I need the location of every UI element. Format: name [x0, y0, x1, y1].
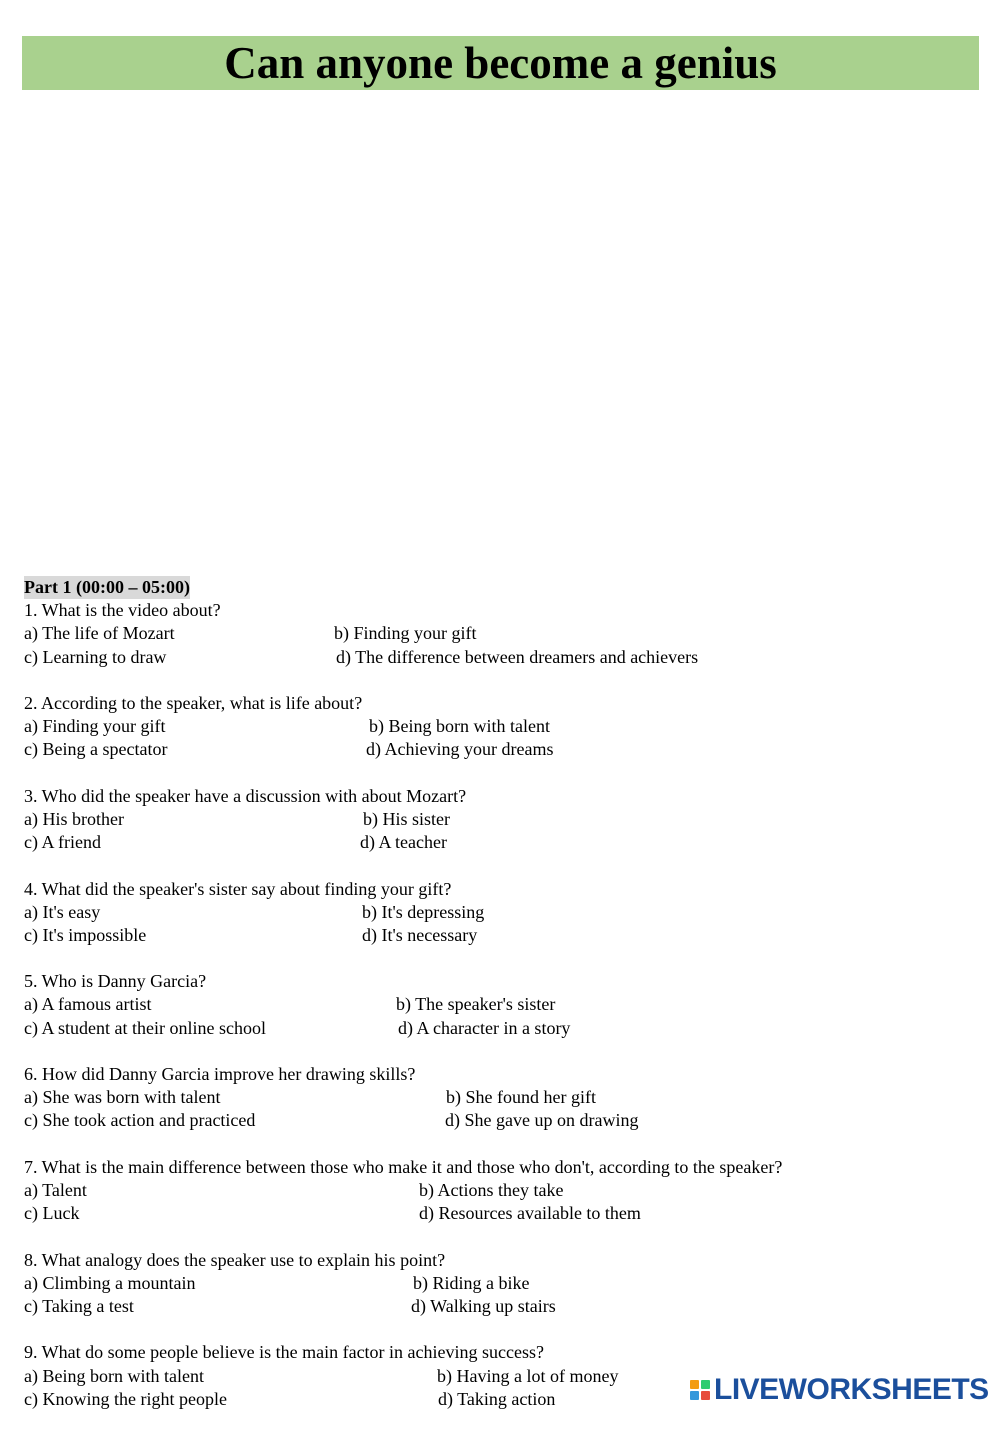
- option-row: [24, 1086, 974, 1109]
- option-d[interactable]: d) She gave up on drawing: [445, 1110, 639, 1131]
- logo-text: LIVEWORKSHEETS: [714, 1373, 989, 1406]
- option-row: [24, 715, 974, 738]
- logo-mark-square: [690, 1380, 699, 1389]
- option-b[interactable]: b) Being born with talent: [369, 716, 550, 737]
- question-text: 5. Who is Danny Garcia?: [24, 971, 207, 992]
- option-row: [24, 1295, 974, 1318]
- logo-mark-square: [690, 1391, 699, 1400]
- option-c[interactable]: c) Taking a test: [24, 1295, 134, 1316]
- option-c[interactable]: c) A student at their online school: [24, 1017, 266, 1038]
- question-text: 2. According to the speaker, what is life about?: [24, 692, 363, 713]
- option-d[interactable]: d) The difference between dreamers and achievers: [336, 646, 699, 667]
- option-c[interactable]: c) She took action and practiced: [24, 1110, 256, 1131]
- option-c[interactable]: c) A friend: [24, 832, 101, 853]
- option-row: [24, 831, 974, 854]
- question: [24, 785, 974, 855]
- option-row: [24, 1202, 974, 1225]
- title-banner: [22, 36, 979, 90]
- option-b[interactable]: b) She found her gift: [446, 1087, 596, 1108]
- option-a[interactable]: a) It's easy: [24, 901, 101, 922]
- question: [24, 1063, 974, 1133]
- logo-mark-square: [701, 1380, 710, 1389]
- question-text: 1. What is the video about?: [24, 600, 221, 621]
- question-text: 7. What is the main difference between those who make it and those who don't, according to the speaker?: [24, 1156, 783, 1177]
- option-row: [24, 901, 974, 924]
- option-a[interactable]: a) Talent: [24, 1180, 87, 1200]
- option-d[interactable]: d) A character in a story: [398, 1017, 571, 1038]
- part-heading-row: [24, 576, 974, 599]
- option-c[interactable]: c) Being a spectator: [24, 739, 168, 760]
- option-row: [24, 808, 974, 831]
- option-b[interactable]: b) His sister: [363, 808, 450, 829]
- option-b[interactable]: b) Riding a bike: [413, 1272, 530, 1293]
- option-row: [24, 738, 974, 761]
- option-a[interactable]: a) His brother: [24, 808, 124, 829]
- option-b[interactable]: b) Finding your gift: [334, 623, 477, 644]
- option-d[interactable]: d) Achieving your dreams: [366, 739, 554, 760]
- question-text: 6. How did Danny Garcia improve her drawing skills?: [24, 1064, 416, 1085]
- option-row: [24, 1179, 974, 1202]
- option-a[interactable]: a) A famous artist: [24, 994, 152, 1015]
- option-b[interactable]: b) The speaker's sister: [396, 994, 556, 1015]
- option-a[interactable]: a) Being born with talent: [24, 1365, 204, 1386]
- option-d[interactable]: d) A teacher: [360, 832, 447, 853]
- question-text: 3. Who did the speaker have a discussion with about Mozart?: [24, 785, 467, 806]
- question-text: 4. What did the speaker's sister say about finding your gift?: [24, 878, 452, 899]
- option-d[interactable]: d) It's necessary: [362, 924, 478, 945]
- question: [24, 970, 974, 1040]
- option-row: [24, 1109, 974, 1132]
- question-text: 8. What analogy does the speaker use to explain his point?: [24, 1249, 446, 1270]
- liveworksheets-mark-icon: [690, 1380, 710, 1400]
- option-d[interactable]: d) Taking action: [438, 1388, 556, 1409]
- option-row: [24, 1017, 974, 1040]
- option-a[interactable]: a) Climbing a mountain: [24, 1272, 196, 1293]
- liveworksheets-logo: [690, 1373, 989, 1407]
- option-row: [24, 993, 974, 1016]
- question: [24, 599, 974, 669]
- option-b[interactable]: b) Having a lot of money: [437, 1365, 619, 1386]
- video-placeholder: [22, 100, 979, 560]
- option-c[interactable]: c) It's impossible: [24, 924, 147, 945]
- question: [24, 1156, 974, 1226]
- option-c[interactable]: c) Knowing the right people: [24, 1388, 227, 1409]
- option-row: [24, 646, 974, 669]
- question: [24, 1249, 974, 1319]
- option-d[interactable]: d) Resources available to them: [419, 1203, 641, 1224]
- option-b[interactable]: b) It's depressing: [362, 901, 485, 922]
- logo-mark-square: [701, 1391, 710, 1400]
- page-title: Can anyone become a genius: [224, 38, 777, 88]
- question: [24, 692, 974, 762]
- option-a[interactable]: a) Finding your gift: [24, 716, 166, 737]
- option-row: [24, 1272, 974, 1295]
- option-a[interactable]: a) She was born with talent: [24, 1087, 221, 1108]
- part-heading: Part 1 (00:00 – 05:00): [24, 576, 190, 599]
- option-b[interactable]: b) Actions they take: [419, 1180, 564, 1200]
- option-row: [24, 622, 974, 645]
- option-row: [24, 924, 974, 947]
- question-text: 9. What do some people believe is the main factor in achieving success?: [24, 1342, 544, 1363]
- option-d[interactable]: d) Walking up stairs: [411, 1295, 556, 1316]
- option-c[interactable]: c) Learning to draw: [24, 646, 167, 667]
- worksheet-content: [24, 576, 974, 1434]
- option-c[interactable]: c) Luck: [24, 1203, 80, 1224]
- question: [24, 878, 974, 948]
- option-a[interactable]: a) The life of Mozart: [24, 623, 175, 644]
